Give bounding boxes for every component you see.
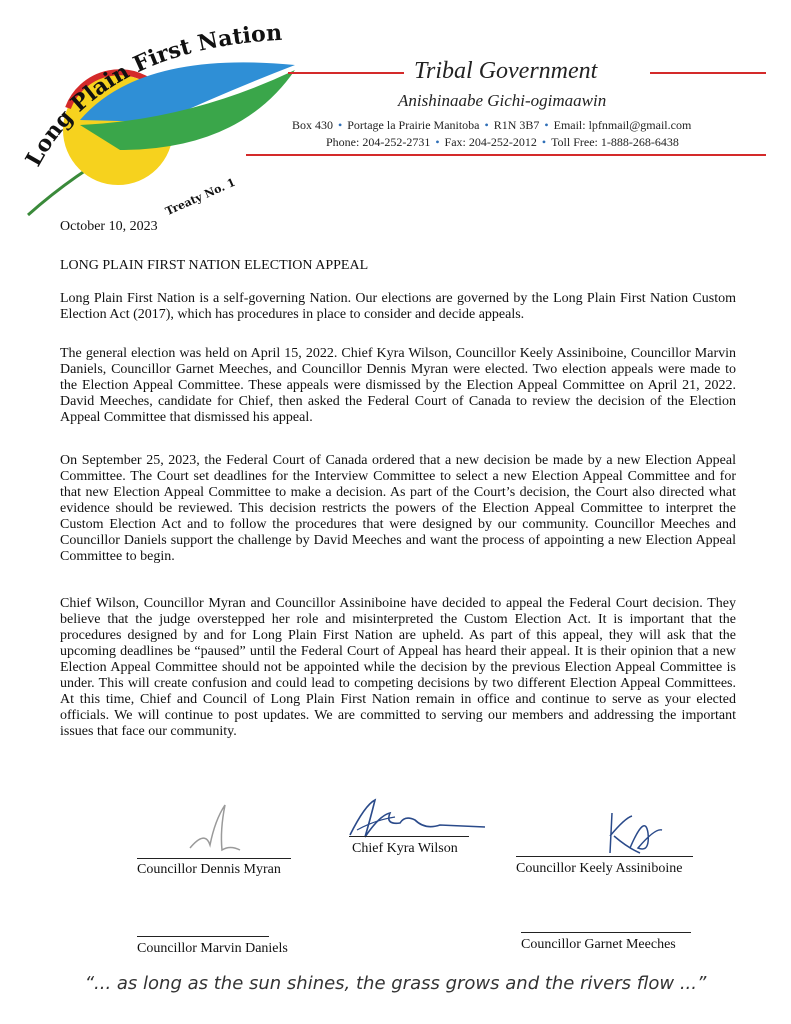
header-line-right — [650, 72, 766, 74]
address-line-1: Box 430 • Portage la Prairie Manitoba • R1N 3B7 • Email: lpfnmail@gmail.com — [292, 118, 692, 132]
address-toll-free: Toll Free: 1-888-268-6438 — [551, 135, 679, 149]
paragraph-3: On September 25, 2023, the Federal Court of Canada ordered that a new decision be made by a new Election Appeal Committee. The Court set deadlines for the Interview Committee to select a new Election Appeal Committee and for that new Election Appeal Committee to make a decision. As part of the Court’s decision, the Court also directed what evidence should be reviewed. This decision restricts the powers of the Election Appeal Committee to interpret the Custom Election Act and to follow the procedures that were designed by our community. Councillor Meeches and Councillor Daniels support the challenge by David Meeches and want the process of appointing a new Election Appeal Committee to begin. — [60, 453, 736, 564]
address-fax: Fax: 204-252-2012 — [444, 135, 537, 149]
letter-heading: LONG PLAIN FIRST NATION ELECTION APPEAL — [60, 258, 369, 273]
signature-wilson — [345, 795, 495, 845]
logo-treaty-text: Treaty No. 1 — [163, 175, 238, 219]
signature-line-meeches — [521, 932, 691, 933]
signature-line-wilson — [349, 836, 469, 837]
signatory-wilson: Chief Kyra Wilson — [352, 841, 458, 856]
logo-name-text: Long Plain First Nation — [20, 19, 283, 171]
signature-line-myran — [137, 858, 291, 859]
address-postal: R1N 3B7 — [493, 118, 540, 132]
address-line-2: Phone: 204-252-2731 • Fax: 204-252-2012 • Toll Free: 1-888-268-6438 — [326, 135, 679, 149]
signatory-meeches: Councillor Garnet Meeches — [521, 937, 676, 952]
header-line-bottom — [246, 154, 766, 156]
letter-date: October 10, 2023 — [60, 219, 158, 234]
signatory-myran: Councillor Dennis Myran — [137, 862, 281, 877]
address-box: Box 430 — [292, 118, 334, 132]
signatory-daniels: Councillor Marvin Daniels — [137, 941, 288, 956]
signature-line-daniels — [137, 936, 269, 937]
signature-line-assiniboine — [516, 856, 693, 857]
paragraph-2: The general election was held on April 15, 2022. Chief Kyra Wilson, Councillor Keely Assiniboine, Councillor Marvin Daniels, Councillor Garnet Meeches, and Councillor Dennis Myran were elected. Two election appeals were made to the Election Appeal Committee. These appeals were dismissed by the Election Appeal Committee on April 21, 2022. David Meeches, candidate for Chief, then asked the Federal Court of Canada to review the decision of the Election Appeal Committee that dismissed his appeal. — [60, 346, 736, 425]
address-city: Portage la Prairie Manitoba — [347, 118, 480, 132]
signature-assiniboine — [600, 808, 670, 858]
header-subtitle: Anishinaabe Gichi-ogimaawin — [398, 91, 607, 110]
header-line-left — [288, 72, 404, 74]
signature-myran — [180, 800, 250, 855]
footer-motto: “... as long as the sun shines, the grass grows and the rivers flow ...” — [84, 973, 707, 994]
header-title: Tribal Government — [414, 58, 598, 84]
address-email: Email: lpfnmail@gmail.com — [553, 118, 692, 132]
paragraph-1: Long Plain First Nation is a self-governing Nation. Our elections are governed by the Long Plain First Nation Custom Election Act (2017), which has procedures in place to consider and decide appeals. — [60, 291, 736, 322]
long-plain-first-nation-logo — [10, 10, 300, 220]
address-phone: Phone: 204-252-2731 — [326, 135, 431, 149]
signatory-assiniboine: Councillor Keely Assiniboine — [516, 861, 683, 876]
paragraph-4: Chief Wilson, Councillor Myran and Councillor Assiniboine have decided to appeal the Federal Court decision. They believe that the judge overstepped her role and misinterpreted the Custom Election Act. It is important that the procedures designed by and for Long Plain First Nation are upheld. As part of this appeal, they will ask that the upcoming deadlines be “paused” until the Federal Court of Appeal has heard their appeal. It is their opinion that a new Election Appeal Committee should not be appointed while the decision by the previous Election Appeal Committee is under. This will create confusion and could lead to competing decisions by two different Election Appeal Committees. At this time, Chief and Council of Long Plain First Nation remain in office and continue to serve as your elected officials. We will continue to post updates. We are committed to serving our members and addressing the important issues that face our community. — [60, 596, 736, 739]
